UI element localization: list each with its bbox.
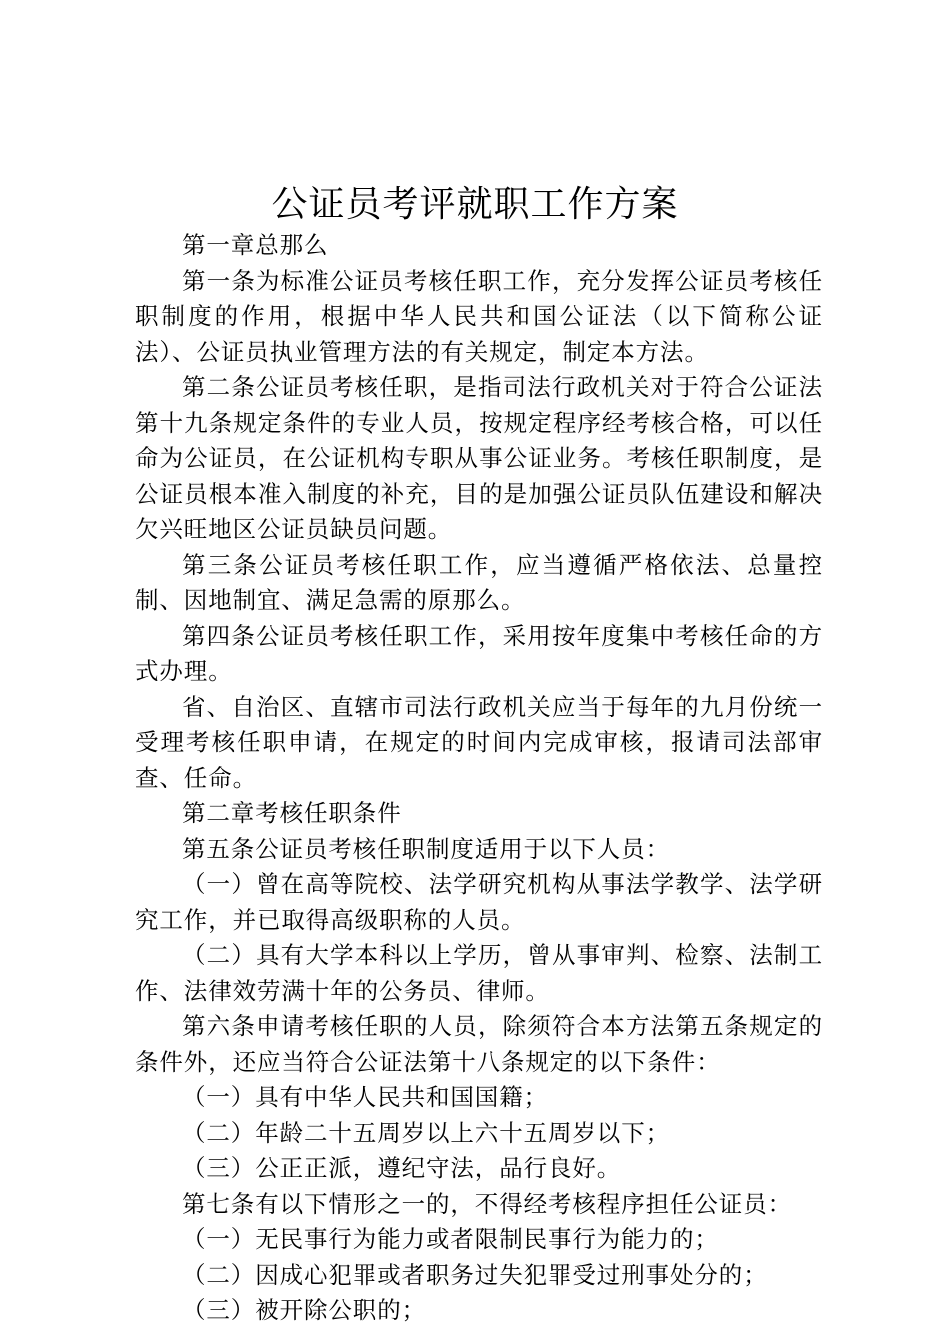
article-paragraph: 第七条有以下情形之一的，不得经考核程序担任公证员： (182, 1189, 792, 1218)
article-paragraph: 第五条公证员考核任职制度适用于以下人员： (182, 834, 670, 863)
chapter-heading: 第二章考核任职条件 (182, 799, 402, 827)
list-item: （二）具有大学本科以上学历，曾从事审判、检察、法制工作、法律效劳满十年的公务员、律师。 (135, 941, 823, 1005)
list-item: （一）无民事行为能力或者限制民事行为能力的； (182, 1225, 719, 1253)
list-item: （二）因成心犯罪或者职务过失犯罪受过刑事处分的； (182, 1260, 768, 1289)
list-item: （二）年龄二十五周岁以上六十五周岁以下； (182, 1118, 670, 1147)
list-item: （一）曾在高等院校、法学研究机构从事法学教学、法学研究工作，并已取得高级职称的人员。 (135, 870, 823, 934)
list-item: （三）被开除公职的； (182, 1296, 426, 1324)
article-paragraph: 第六条申请考核任职的人员，除须符合本方法第五条规定的条件外，还应当符合公证法第十八条规定的以下条件： (135, 1012, 823, 1076)
article-paragraph: 第四条公证员考核任职工作，采用按年度集中考核任命的方式办理。 (135, 621, 823, 685)
article-paragraph: 第一条为标准公证员考核任职工作，充分发挥公证员考核任职制度的作用，根据中华人民共和国公证法（以下简称公证法）、公证员执业管理方法的有关规定，制定本方法。 (135, 266, 823, 366)
chapter-heading: 第一章总那么 (182, 231, 329, 259)
document-title: 公证员考评就职工作方案 (271, 184, 679, 225)
article-paragraph: 第三条公证员考核任职工作，应当遵循严格依法、总量控制、因地制宜、满足急需的原那么。 (135, 550, 823, 614)
list-item: （一）具有中华人民共和国国籍； (182, 1083, 548, 1111)
article-paragraph: 省、自治区、直辖市司法行政机关应当于每年的九月份统一受理考核任职申请，在规定的时间内完成审核，报请司法部审查、任命。 (135, 692, 823, 792)
document-body (135, 228, 823, 1329)
list-item: （三）公正正派，遵纪守法，品行良好。 (182, 1154, 622, 1182)
article-paragraph: 第二条公证员考核任职，是指司法行政机关对于符合公证法第十九条规定条件的专业人员，按规定程序经考核合格，可以任命为公证员，在公证机构专职从事公证业务。考核任职制度，是公证员根本准入制度的补充，目的是加强公证员队伍建设和解决欠兴旺地区公证员缺员问题。 (135, 373, 823, 543)
